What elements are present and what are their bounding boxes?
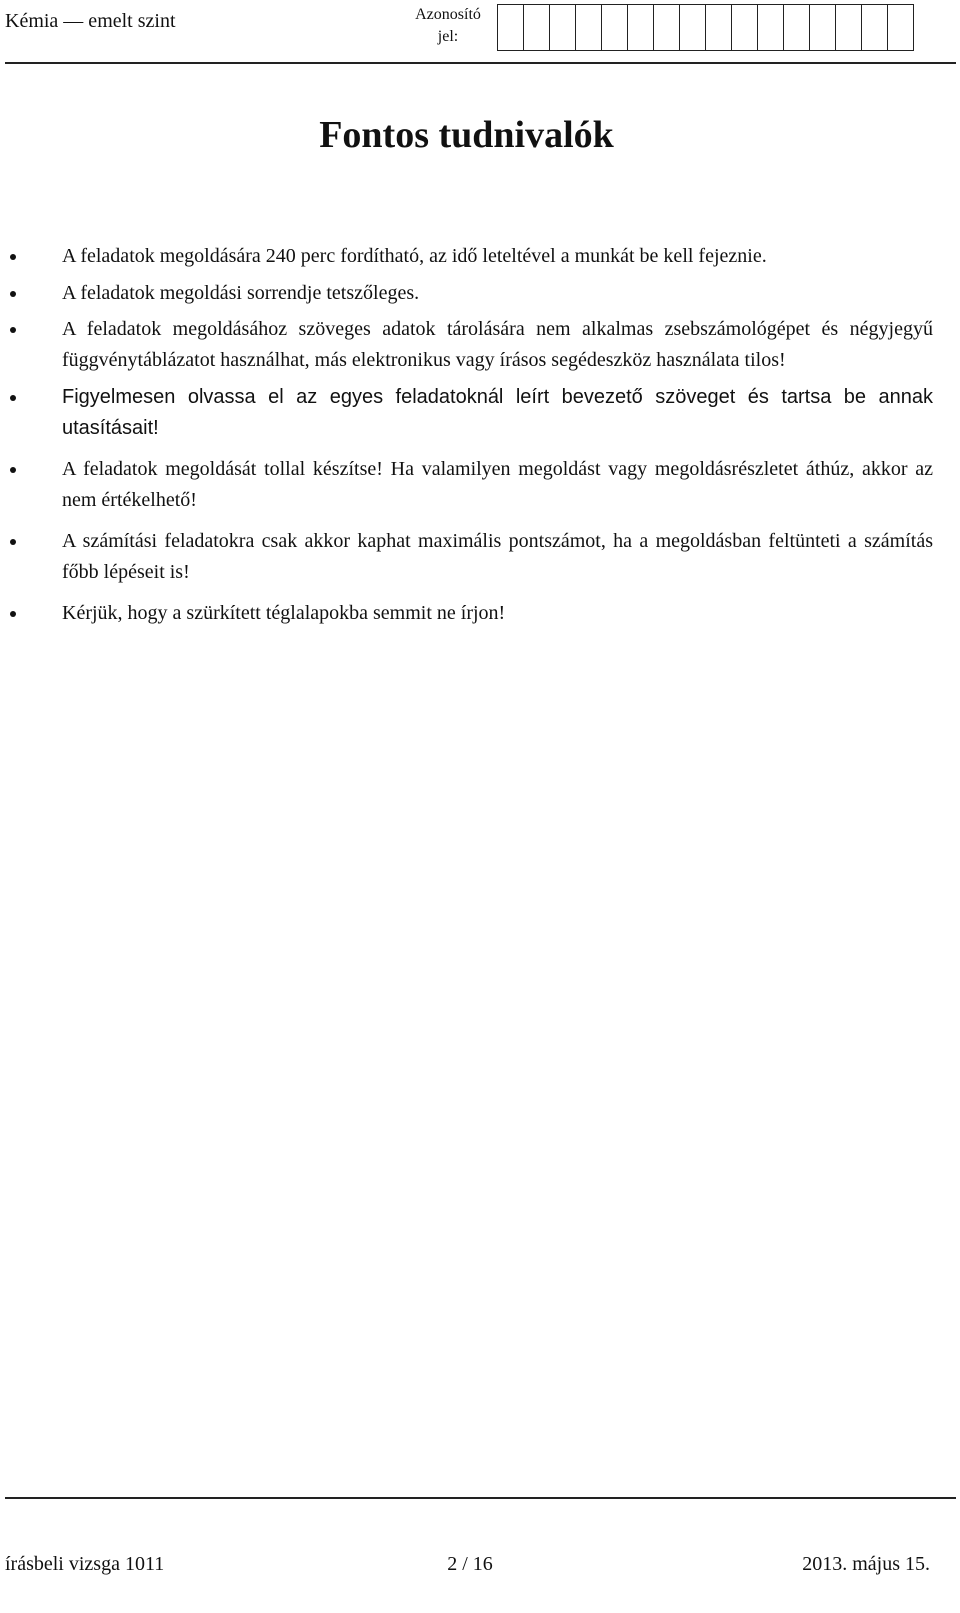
id-code-box[interactable] — [498, 4, 524, 51]
id-code-box[interactable] — [732, 4, 758, 51]
bullet-icon — [10, 327, 16, 333]
id-code-boxes — [497, 4, 914, 51]
bullet-icon — [10, 467, 16, 473]
id-code-box[interactable] — [888, 4, 914, 51]
instruction-item — [0, 382, 933, 444]
bullet-icon — [10, 611, 16, 617]
bullet-icon — [10, 254, 16, 260]
bullet-icon — [10, 395, 16, 401]
id-code-box[interactable] — [524, 4, 550, 51]
instruction-item — [0, 241, 933, 272]
id-code-box[interactable] — [576, 4, 602, 51]
id-code-box[interactable] — [628, 4, 654, 51]
footer-divider — [5, 1497, 956, 1499]
page-header — [0, 0, 960, 66]
bullet-icon — [10, 539, 16, 545]
id-code-box[interactable] — [706, 4, 732, 51]
id-label-line2: jel: — [437, 28, 459, 45]
id-code-box[interactable] — [836, 4, 862, 51]
id-code-box[interactable] — [680, 4, 706, 51]
id-label-line1: Azonosító — [415, 6, 481, 23]
id-code-box[interactable] — [810, 4, 836, 51]
id-code-box[interactable] — [862, 4, 888, 51]
instruction-text: Figyelmesen olvassa el az egyes feladatoknál leírt bevezető szöveget és tartsa be annak utasításait! — [62, 386, 933, 439]
instruction-text: A feladatok megoldásához szöveges adatok tárolására nem alkalmas zsebszámológépet és négyjegyű függvénytáblázatot használhat, más elektronikus vagy írásos segédeszköz használata tilos! — [62, 318, 933, 371]
instruction-text: A feladatok megoldási sorrendje tetszőleges. — [62, 282, 420, 304]
id-code-box[interactable] — [550, 4, 576, 51]
header-subject: Kémia — emelt szint — [5, 10, 176, 32]
instruction-item — [0, 278, 933, 309]
instruction-item — [0, 598, 933, 629]
instruction-item — [0, 314, 933, 376]
instruction-item — [0, 526, 933, 588]
id-code-box[interactable] — [602, 4, 628, 51]
instruction-text: Kérjük, hogy a szürkített téglalapokba semmit ne írjon! — [62, 602, 506, 624]
instruction-item — [0, 454, 933, 516]
footer-date: 2013. május 15. — [802, 1553, 930, 1575]
id-label — [408, 4, 488, 48]
instruction-text: A feladatok megoldására 240 perc fordítható, az idő leteltével a munkát be kell fejeznie. — [62, 245, 767, 267]
instructions-list — [0, 235, 933, 629]
instruction-text: A feladatok megoldását tollal készítse! Ha valamilyen megoldást vagy megoldásrészletet áthúz, akkor az nem értékelhető! — [62, 458, 933, 511]
id-code-box[interactable] — [758, 4, 784, 51]
id-code-box[interactable] — [784, 4, 810, 51]
bullet-icon — [10, 291, 16, 297]
header-divider — [5, 62, 956, 64]
instruction-text: A számítási feladatokra csak akkor kaphat maximális pontszámot, ha a megoldásban feltünteti a számítás főbb lépéseit is! — [62, 530, 933, 583]
footer-exam-code: írásbeli vizsga 1011 — [5, 1553, 165, 1575]
id-code-box[interactable] — [654, 4, 680, 51]
footer-page-number: 2 / 16 — [447, 1553, 493, 1575]
page-title: Fontos tudnivalók — [319, 114, 614, 156]
